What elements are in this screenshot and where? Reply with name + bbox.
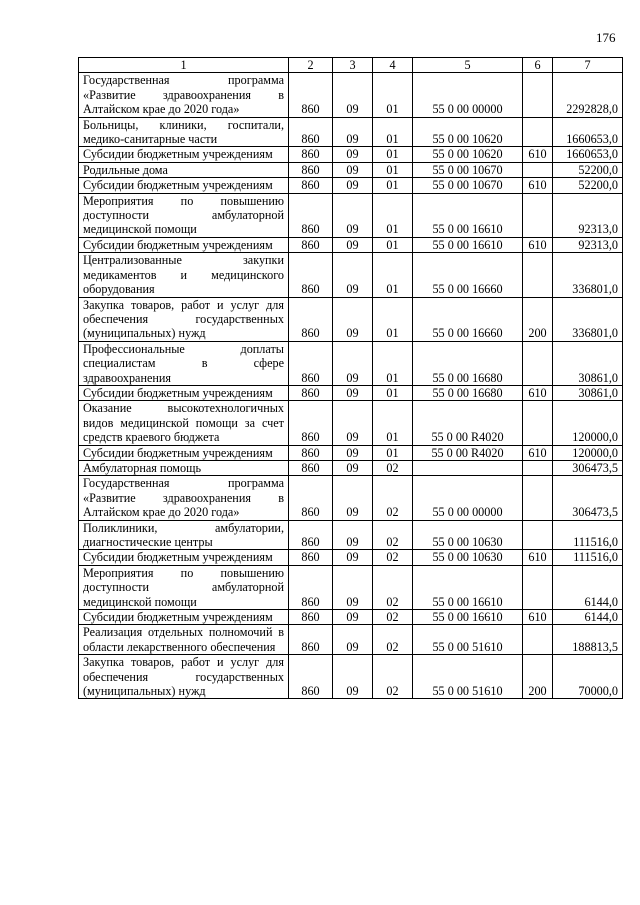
admin-code-cell: 860 (289, 625, 333, 655)
expense-type-cell (523, 476, 553, 520)
row-description (79, 178, 289, 193)
column-header: 1 (79, 58, 289, 73)
row-description (79, 73, 289, 117)
expense-type-cell: 610 (523, 178, 553, 193)
subsection-cell: 01 (373, 73, 413, 117)
page-number: 176 (596, 30, 616, 45)
table-row (79, 550, 623, 565)
row-description-text: Поликлиники, амбулатории, диагностические центры (83, 520, 284, 549)
target-article-cell: 55 0 00 00000 (413, 73, 523, 117)
target-article-cell: 55 0 00 51610 (413, 625, 523, 655)
target-article-cell: 55 0 00 16610 (413, 610, 523, 625)
admin-code-cell: 860 (289, 610, 333, 625)
section-cell: 09 (333, 297, 373, 341)
expense-type-cell: 610 (523, 550, 553, 565)
table-row (79, 178, 623, 193)
row-description (79, 476, 289, 520)
expense-type-cell: 610 (523, 610, 553, 625)
row-description (79, 253, 289, 297)
table-row (79, 162, 623, 177)
row-description (79, 655, 289, 699)
target-article-cell: 55 0 00 16680 (413, 341, 523, 385)
admin-code-cell: 860 (289, 445, 333, 460)
row-description-text: Закупка товаров, работ и услуг для обеспечения государственных (муниципальных) нужд (83, 297, 284, 341)
row-description (79, 565, 289, 609)
admin-code-cell: 860 (289, 297, 333, 341)
row-description (79, 162, 289, 177)
admin-code-cell: 860 (289, 117, 333, 147)
admin-code-cell: 860 (289, 655, 333, 699)
admin-code-cell: 860 (289, 193, 333, 237)
subsection-cell: 01 (373, 147, 413, 162)
target-article-cell: 55 0 00 16610 (413, 193, 523, 237)
expense-type-cell: 610 (523, 237, 553, 252)
section-cell: 09 (333, 193, 373, 237)
amount-cell: 120000,0 (553, 401, 623, 445)
table-row (79, 401, 623, 445)
amount-cell: 52200,0 (553, 162, 623, 177)
subsection-cell: 01 (373, 193, 413, 237)
expense-type-cell (523, 625, 553, 655)
section-cell: 09 (333, 341, 373, 385)
target-article-cell: 55 0 00 10630 (413, 520, 523, 550)
expense-type-cell: 610 (523, 385, 553, 400)
row-description (79, 237, 289, 252)
row-description (79, 193, 289, 237)
budget-table (78, 57, 623, 699)
column-header: 4 (373, 58, 413, 73)
amount-cell: 120000,0 (553, 445, 623, 460)
subsection-cell: 02 (373, 655, 413, 699)
section-cell: 09 (333, 565, 373, 609)
row-description (79, 520, 289, 550)
row-description-text: Родильные дома (83, 162, 168, 177)
row-description (79, 117, 289, 147)
row-description (79, 297, 289, 341)
row-description-text: Государственная программа «Развитие здравоохранения в Алтайском крае до 2020 года» (83, 73, 284, 117)
subsection-cell: 02 (373, 565, 413, 609)
amount-cell: 111516,0 (553, 550, 623, 565)
section-cell: 09 (333, 550, 373, 565)
section-cell: 09 (333, 237, 373, 252)
subsection-cell: 02 (373, 625, 413, 655)
expense-type-cell (523, 565, 553, 609)
row-description-text: Мероприятия по повышению доступности амбулаторной медицинской помощи (83, 193, 284, 237)
amount-cell: 1660653,0 (553, 147, 623, 162)
table-row (79, 445, 623, 460)
admin-code-cell: 860 (289, 341, 333, 385)
section-cell: 09 (333, 476, 373, 520)
amount-cell: 30861,0 (553, 385, 623, 400)
target-article-cell: 55 0 00 16660 (413, 297, 523, 341)
target-article-cell: 55 0 00 16610 (413, 237, 523, 252)
column-header: 5 (413, 58, 523, 73)
table-row (79, 476, 623, 520)
table-row (79, 385, 623, 400)
amount-cell: 70000,0 (553, 655, 623, 699)
table-row (79, 460, 623, 475)
table-row (79, 297, 623, 341)
subsection-cell: 01 (373, 297, 413, 341)
row-description-text: Оказание высокотехнологичных видов медицинской помощи за счет средств краевого бюджета (83, 401, 284, 445)
amount-cell: 6144,0 (553, 565, 623, 609)
section-cell: 09 (333, 625, 373, 655)
target-article-cell: 55 0 00 51610 (413, 655, 523, 699)
table-row (79, 565, 623, 609)
table-row (79, 341, 623, 385)
subsection-cell: 01 (373, 341, 413, 385)
amount-cell: 306473,5 (553, 460, 623, 475)
row-description-text: Амбулаторная помощь (83, 460, 202, 475)
row-description-text: Реализация отдельных полномочий в области лекарственного обеспечения (83, 625, 284, 654)
table-body (79, 73, 623, 699)
subsection-cell: 02 (373, 550, 413, 565)
section-cell: 09 (333, 162, 373, 177)
row-description-text: Централизованные закупки медикаментов и медицинского оборудования (83, 253, 284, 297)
admin-code-cell: 860 (289, 253, 333, 297)
admin-code-cell: 860 (289, 385, 333, 400)
admin-code-cell: 860 (289, 237, 333, 252)
section-cell: 09 (333, 253, 373, 297)
column-header: 7 (553, 58, 623, 73)
amount-cell: 2292828,0 (553, 73, 623, 117)
admin-code-cell: 860 (289, 401, 333, 445)
amount-cell: 188813,5 (553, 625, 623, 655)
section-cell: 09 (333, 655, 373, 699)
amount-cell: 306473,5 (553, 476, 623, 520)
row-description-text: Субсидии бюджетным учреждениям (83, 445, 273, 460)
table-row (79, 655, 623, 699)
section-cell: 09 (333, 117, 373, 147)
expense-type-cell (523, 253, 553, 297)
subsection-cell: 01 (373, 401, 413, 445)
amount-cell: 336801,0 (553, 297, 623, 341)
admin-code-cell: 860 (289, 73, 333, 117)
target-article-cell: 55 0 00 16610 (413, 565, 523, 609)
subsection-cell: 01 (373, 178, 413, 193)
row-description (79, 550, 289, 565)
target-article-cell (413, 460, 523, 475)
row-description-text: Мероприятия по повышению доступности амбулаторной медицинской помощи (83, 565, 284, 609)
amount-cell: 111516,0 (553, 520, 623, 550)
row-description-text: Субсидии бюджетным учреждениям (83, 147, 273, 162)
subsection-cell: 01 (373, 253, 413, 297)
admin-code-cell: 860 (289, 520, 333, 550)
table-row (79, 625, 623, 655)
row-description-text: Субсидии бюджетным учреждениям (83, 385, 273, 400)
target-article-cell: 55 0 00 R4020 (413, 445, 523, 460)
subsection-cell: 01 (373, 237, 413, 252)
expense-type-cell (523, 341, 553, 385)
expense-type-cell (523, 193, 553, 237)
admin-code-cell: 860 (289, 565, 333, 609)
admin-code-cell: 860 (289, 162, 333, 177)
expense-type-cell: 610 (523, 147, 553, 162)
table-row (79, 193, 623, 237)
expense-type-cell (523, 162, 553, 177)
section-cell: 09 (333, 520, 373, 550)
target-article-cell: 55 0 00 16660 (413, 253, 523, 297)
target-article-cell: 55 0 00 10630 (413, 550, 523, 565)
row-description-text: Закупка товаров, работ и услуг для обеспечения государственных (муниципальных) нужд (83, 655, 284, 699)
expense-type-cell (523, 401, 553, 445)
row-description-text: Субсидии бюджетным учреждениям (83, 610, 273, 625)
subsection-cell: 02 (373, 520, 413, 550)
admin-code-cell: 860 (289, 147, 333, 162)
expense-type-cell: 200 (523, 655, 553, 699)
target-article-cell: 55 0 00 10620 (413, 147, 523, 162)
target-article-cell: 55 0 00 R4020 (413, 401, 523, 445)
target-article-cell: 55 0 00 16680 (413, 385, 523, 400)
target-article-cell: 55 0 00 10620 (413, 117, 523, 147)
section-cell: 09 (333, 178, 373, 193)
row-description-text: Субсидии бюджетным учреждениям (83, 550, 273, 565)
target-article-cell: 55 0 00 00000 (413, 476, 523, 520)
amount-cell: 6144,0 (553, 610, 623, 625)
subsection-cell: 01 (373, 445, 413, 460)
column-header: 2 (289, 58, 333, 73)
table-row (79, 610, 623, 625)
row-description (79, 445, 289, 460)
admin-code-cell: 860 (289, 476, 333, 520)
row-description (79, 625, 289, 655)
row-description (79, 610, 289, 625)
target-article-cell: 55 0 00 10670 (413, 178, 523, 193)
amount-cell: 92313,0 (553, 193, 623, 237)
amount-cell: 92313,0 (553, 237, 623, 252)
expense-type-cell: 610 (523, 445, 553, 460)
table-row (79, 253, 623, 297)
admin-code-cell: 860 (289, 460, 333, 475)
row-description (79, 460, 289, 475)
table-header-row (79, 58, 623, 73)
row-description-text: Больницы, клиники, госпитали, медико-санитарные части (83, 117, 284, 147)
row-description (79, 341, 289, 385)
amount-cell: 336801,0 (553, 253, 623, 297)
row-description (79, 401, 289, 445)
expense-type-cell (523, 520, 553, 550)
column-header: 6 (523, 58, 553, 73)
table-row (79, 73, 623, 117)
table-row (79, 117, 623, 147)
expense-type-cell (523, 73, 553, 117)
target-article-cell: 55 0 00 10670 (413, 162, 523, 177)
subsection-cell: 02 (373, 476, 413, 520)
expense-type-cell: 200 (523, 297, 553, 341)
expense-type-cell (523, 117, 553, 147)
amount-cell: 30861,0 (553, 341, 623, 385)
expense-type-cell (523, 460, 553, 475)
row-description (79, 147, 289, 162)
amount-cell: 1660653,0 (553, 117, 623, 147)
section-cell: 09 (333, 401, 373, 445)
section-cell: 09 (333, 445, 373, 460)
section-cell: 09 (333, 610, 373, 625)
admin-code-cell: 860 (289, 178, 333, 193)
subsection-cell: 01 (373, 117, 413, 147)
table-row (79, 237, 623, 252)
amount-cell: 52200,0 (553, 178, 623, 193)
row-description (79, 385, 289, 400)
subsection-cell: 01 (373, 385, 413, 400)
subsection-cell: 02 (373, 460, 413, 475)
row-description-text: Профессиональные доплаты специалистам в сфере здравоохранения (83, 341, 284, 385)
subsection-cell: 01 (373, 162, 413, 177)
section-cell: 09 (333, 73, 373, 117)
column-header: 3 (333, 58, 373, 73)
table-row (79, 520, 623, 550)
section-cell: 09 (333, 460, 373, 475)
table-row (79, 147, 623, 162)
section-cell: 09 (333, 147, 373, 162)
row-description-text: Государственная программа «Развитие здравоохранения в Алтайском крае до 2020 года» (83, 476, 284, 520)
subsection-cell: 02 (373, 610, 413, 625)
section-cell: 09 (333, 385, 373, 400)
admin-code-cell: 860 (289, 550, 333, 565)
row-description-text: Субсидии бюджетным учреждениям (83, 178, 273, 193)
row-description-text: Субсидии бюджетным учреждениям (83, 237, 273, 252)
